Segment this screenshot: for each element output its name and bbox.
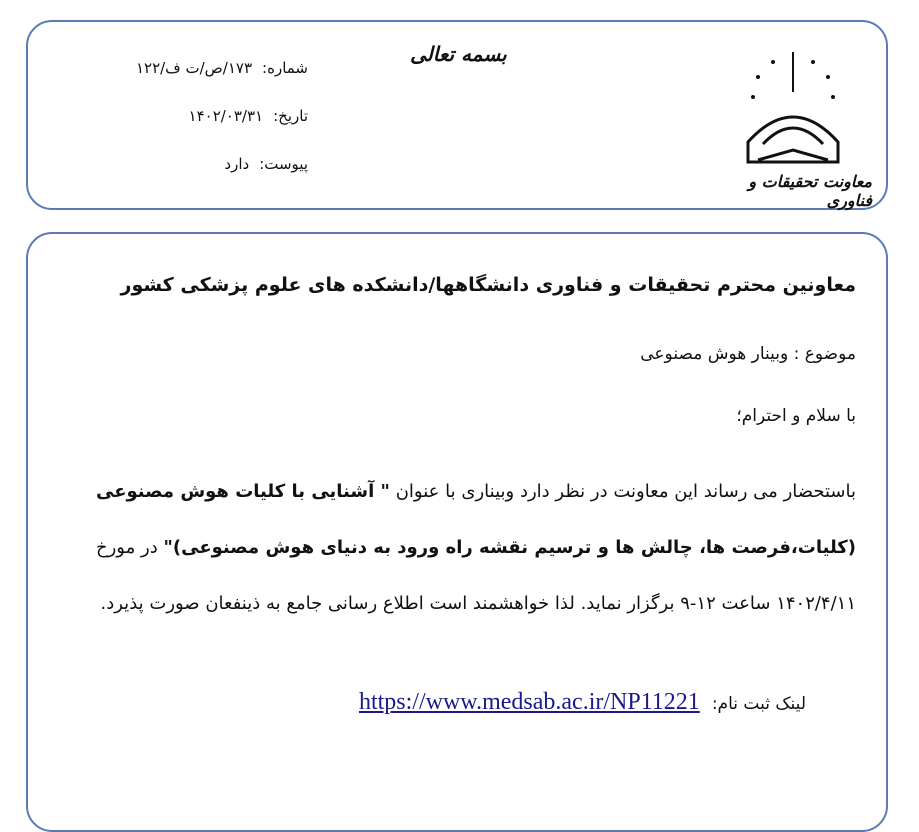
- registration-link-label: لینک ثبت نام:: [711, 694, 806, 714]
- attachment-row: [88, 140, 308, 188]
- subject-line: موضوع : وبینار هوش مصنوعی: [640, 344, 856, 364]
- bismillah-calligraphy: بسمه تعالی: [410, 42, 507, 66]
- letter-meta: [88, 44, 308, 188]
- date-value: ۱۴۰۲/۰۳/۳۱: [188, 107, 264, 125]
- attachment-value: دارد: [224, 155, 250, 173]
- registration-link-row: [106, 689, 806, 716]
- number-value: ۱۷۳/ص/ت ف/۱۲۲: [135, 59, 253, 77]
- attachment-label: پیوست:: [259, 155, 308, 173]
- logo-caption: معاونت تحقیقات و فناوری: [748, 172, 872, 210]
- recipient-line: معاونین محترم تحقیقات و فناوری دانشگاهها/دانشکده های علوم پزشکی کشور: [120, 274, 856, 296]
- date-row: [88, 92, 308, 140]
- number-row: [88, 44, 308, 92]
- date-label: تاریخ:: [273, 107, 308, 125]
- body-paragraph: [96, 464, 856, 632]
- registration-link[interactable]: https://www.medsab.ac.ir/NP11221: [358, 689, 700, 715]
- webinar-title: " آشنایی با کلیات هوش مصنوعی (کلیات،فرصت ها، چالش ها و ترسیم نقشه راه ورود به دنیای هوش مصنوعی)": [96, 481, 856, 558]
- greeting-line: با سلام و احترام؛: [736, 406, 856, 426]
- number-label: شماره:: [262, 59, 308, 77]
- letterhead: [26, 20, 888, 210]
- letter-body: [26, 232, 888, 832]
- paragraph-intro: باستحضار می رساند این معاونت در نظر دارد وبیناری با عنوان: [395, 481, 856, 502]
- paragraph-details: در مورخ ۱۴۰۲/۴/۱۱ ساعت ۱۲-۹ برگزار نماید. لذا خواهشمند است اطلاع رسانی جامع به ذینفعان صورت پذیرد.: [96, 537, 856, 614]
